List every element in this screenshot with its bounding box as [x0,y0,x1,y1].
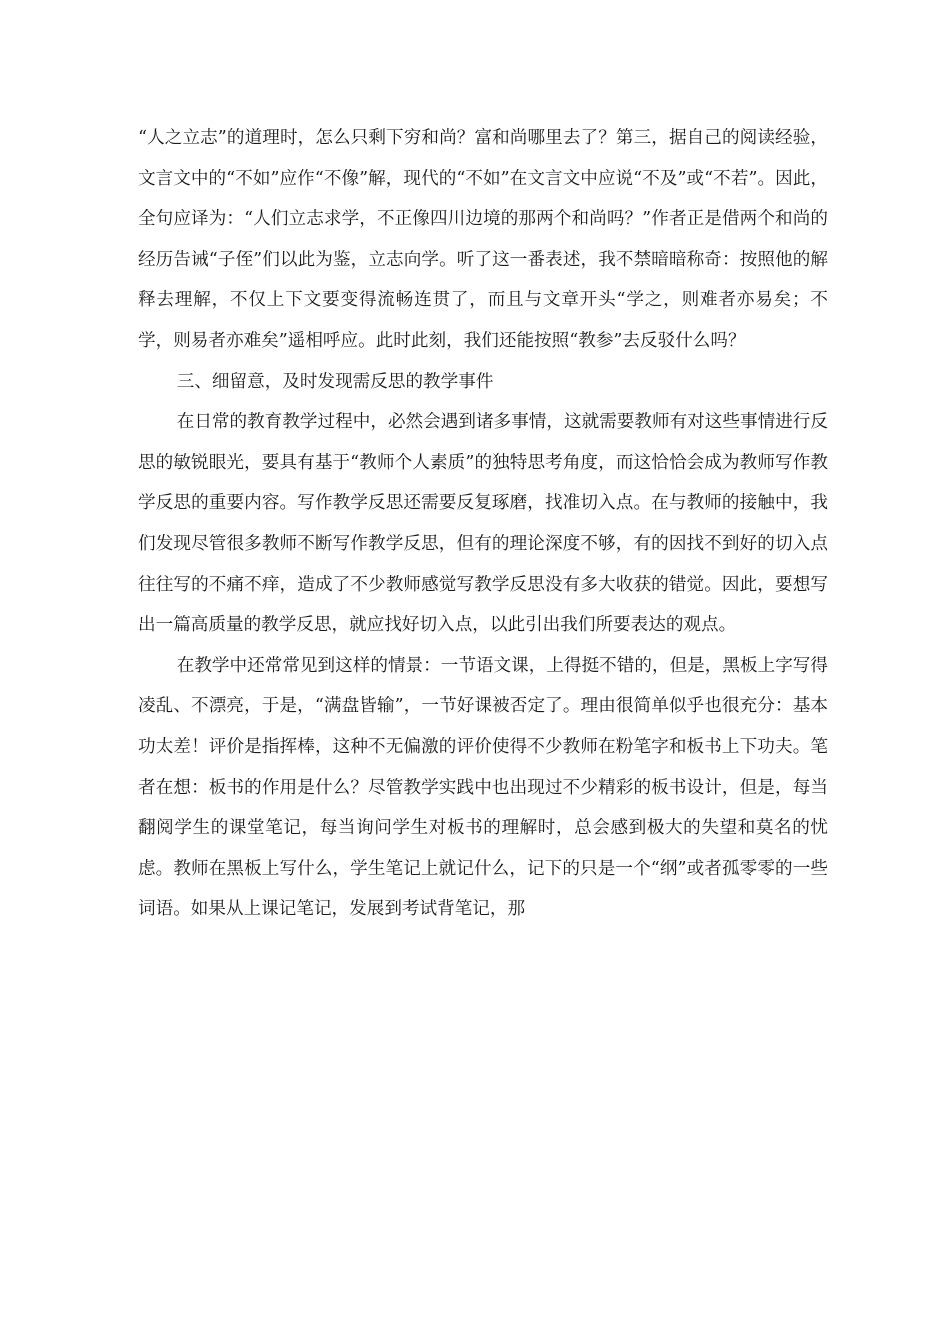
document-page [138,118,828,930]
section-heading: 三、细留意，及时发现需反思的教学事件 [176,371,494,392]
paragraph-1: 在日常的教育教学过程中，必然会遇到诸多事情，这就需要教师有对这些事情进行反思的敏锐眼光，要具有基于“教师个人素质”的独特思考角度，而这恰恰会成为教师写作教学反思的重要内容。写作教学反思还需要反复琢磨，找准切入点。在与教师的接触中，我们发现尽管很多教师不断写作教学反思，但有的理论深度不够，有的因找不到好的切入点往往写的不痛不痒，造成了不少教师感觉写教学反思没有多大收获的错觉。因此，要想写出一篇高质量的教学反思，就应找好切入点，以此引出我们所要表达的观点。 [138,412,828,636]
paragraph-2: 在教学中还常常见到这样的情景：一节语文课，上得挺不错的，但是，黑板上字写得凌乱、不漂亮，于是，“满盘皆输”，一节好课被否定了。理由很简单似乎也很充分：基本功太差！评价是指挥棒，这种不无偏激的评价使得不少教师在粉笔字和板书上下功夫。笔者在想：板书的作用是什么？尽管教学实践中也出现过不少精彩的板书设计，但是，每当翻阅学生的课堂笔记，每当询问学生对板书的理解时，总会感到极大的失望和莫名的忧虑。教师在黑板上写什么，学生笔记上就记什么，记下的只是一个“纲”或者孤零零的一些词语。如果从上课记笔记，发展到考试背笔记，那 [138,655,828,920]
paragraph-continued: “人之立志”的道理时，怎么只剩下穷和尚？富和尚哪里去了？第三，据自己的阅读经验，文言文中的“不如”应作“不像”解，现代的“不如”在文言文中应说“不及”或“不若”。因此，全句应译为：“人们立志求学，不正像四川边境的那两个和尚吗？”作者正是借两个和尚的经历告诫“子侄”们以此为鉴，立志向学。听了这一番表述，我不禁暗暗称奇：按照他的解释去理解，不仅上下文要变得流畅连贯了，而且与文章开头“学之，则难者亦易矣；不学，则易者亦难矣”遥相呼应。此时此刻，我们还能按照“教参”去反驳什么吗？ [138,128,828,351]
